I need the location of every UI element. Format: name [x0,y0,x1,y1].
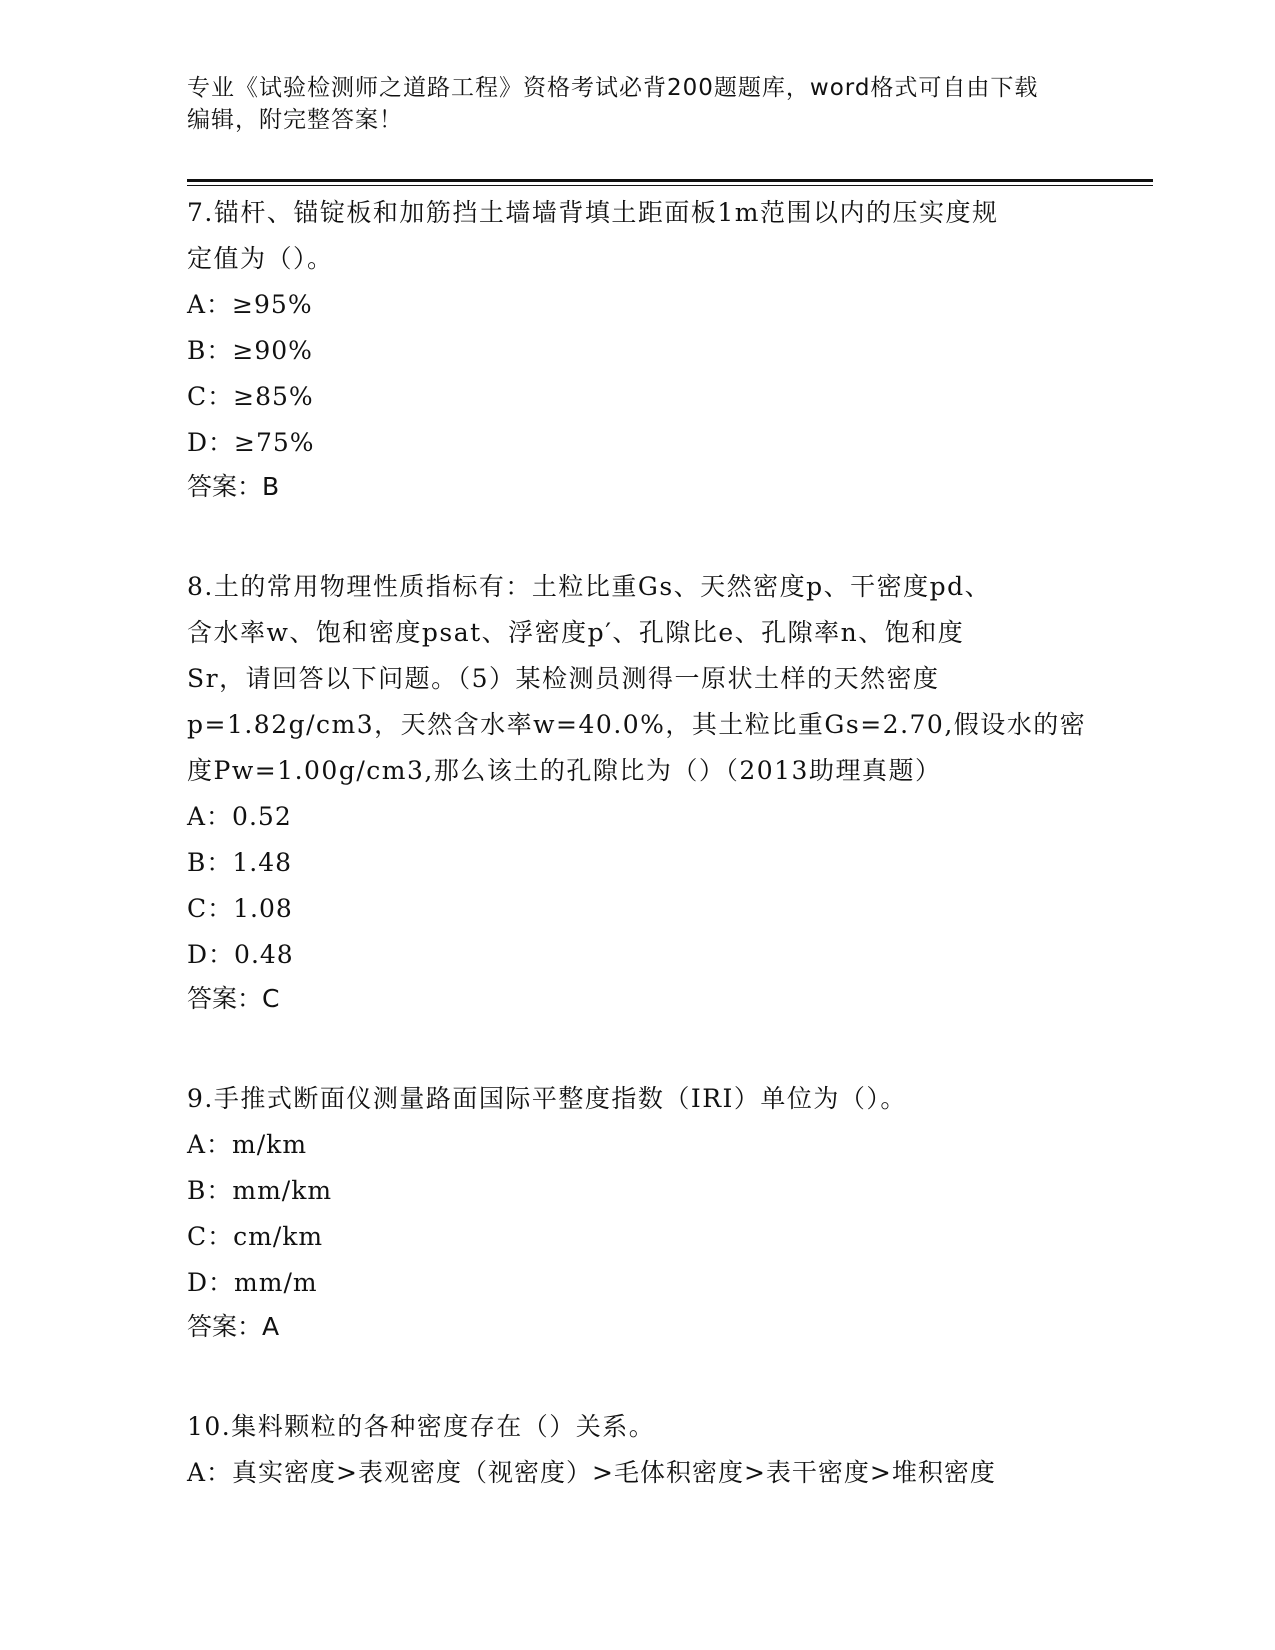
option-d: D：0.48 [187,940,294,969]
option-a: A：m/km [187,1130,308,1159]
question-9 [187,1076,1087,1348]
question-spacer [187,508,1087,564]
question-stem-line: 10.集料颗粒的各种密度存在（）关系。 [187,1412,656,1441]
question-stem-line: 8.土的常用物理性质指标有：土粒比重Gs、天然密度p、干密度pd、 [187,572,992,601]
header-line-1: 专业《试验检测师之道路工程》资格考试必背200题题库，word格式可自由下载 [187,75,1039,101]
option-b: B：1.48 [187,848,293,877]
question-stem-line: 度Pw=1.00g/cm3,那么该土的孔隙比为（）（2013助理真题） [187,756,942,785]
question-stem-line: 定值为（）。 [187,244,334,273]
answer: 答案：C [187,984,280,1013]
header-divider-thin [187,185,1153,186]
answer: 答案：B [187,472,280,501]
option-c: C：≥85% [187,382,314,411]
question-stem-line: 9.手推式断面仪测量路面国际平整度指数（IRI）单位为（）。 [187,1084,907,1113]
document-header [187,72,1087,136]
question-list [187,190,1087,1496]
option-d: D：mm/m [187,1268,318,1297]
option-a: A：真实密度>表观密度（视密度）>毛体积密度>表干密度>堆积密度 [187,1458,996,1487]
option-c: C：1.08 [187,894,293,923]
header-divider-thick [187,179,1153,182]
question-stem-line: Sr，请回答以下问题。（5）某检测员测得一原状土样的天然密度 [187,664,940,693]
question-stem-line: p=1.82g/cm3，天然含水率w=40.0%，其土粒比重Gs=2.70,假设水的密 [187,710,1087,739]
question-stem-line: 含水率w、饱和密度psat、浮密度p′、孔隙比e、孔隙率n、饱和度 [187,618,965,647]
question-7 [187,190,1087,508]
question-10 [187,1404,1087,1496]
question-spacer [187,1020,1087,1076]
option-a: A：0.52 [187,802,292,831]
header-line-2: 编辑，附完整答案！ [187,107,403,133]
question-stem-line: 7.锚杆、锚锭板和加筋挡土墙墙背填土距面板1m范围以内的压实度规 [187,198,999,227]
answer: 答案：A [187,1312,280,1341]
option-d: D：≥75% [187,428,315,457]
option-b: B：≥90% [187,336,313,365]
question-8 [187,564,1087,1020]
option-b: B：mm/km [187,1176,333,1205]
question-spacer [187,1348,1087,1404]
option-a: A：≥95% [187,290,313,319]
option-c: C：cm/km [187,1222,324,1251]
